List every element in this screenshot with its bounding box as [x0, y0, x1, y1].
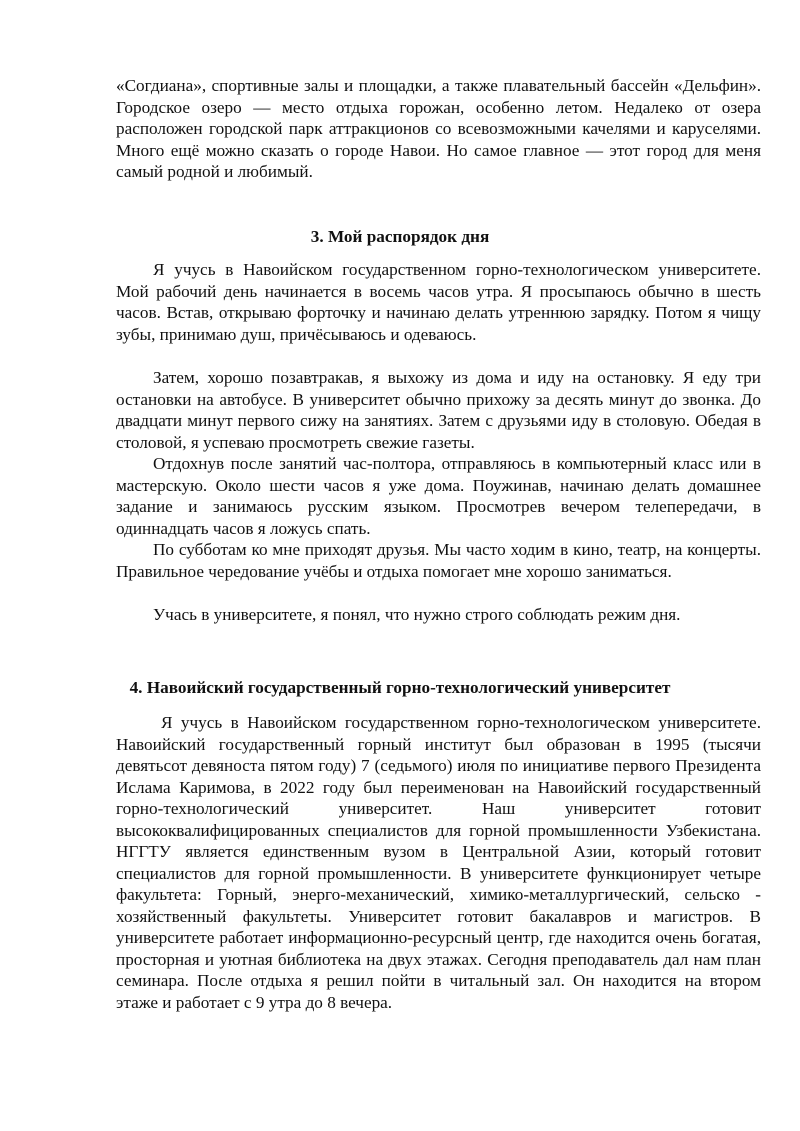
intro-paragraph: «Согдиана», спортивные залы и площадки, а также плавательный бассейн «Дельфин». Городское озеро — место отдыха горожан, особенно летом. Недалеко от озера расположен городской парк аттракционов со всевозможными качелями и каруселями. Много ещё можно сказать о городе Навои. Но самое главное — этот город для меня самый родной и любимый. [116, 76, 761, 181]
section-4-paragraph: Я учусь в Навоийском государственном горно-технологическом университете. Навоийский государственный горный институт был образован в 1995 (тысячи девятьсот девяноста пятом году) 7 (седьмого) июля по инициативе первого Президента Ислама Каримова, в 2022 году был переименован на Навоийский государственный горно-технологический университет. Наш университет готовит высококвалифицированных специалистов для горной промышленности Узбекистана. НГГТУ является единственным вузом в Центральной Азии, который готовит специалистов для горной промышленности. В университете функционирует четыре факультета: Горный, энерго-механический, химико-металлургический, сельско - хозяйственный факультеты. Университет готовит бакалавров и магистров. В университете работает информационно-ресурсный центр, где находится очень богатая, просторная и уютная библиотека на двух этажах. Сегодня преподаватель дал нам план семинара. После отдыха я решил пойти в читальный зал. Он находится на втором этаже и работает с 9 утра до 8 вечера. [116, 713, 761, 1012]
section-3-paragraph-4: По субботам ко мне приходят друзья. Мы часто ходим в кино, театр, на концерты. Правильное чередование учёбы и отдыха помогает мне хорошо заниматься. [116, 540, 761, 581]
section-3-paragraph-2: Затем, хорошо позавтракав, я выхожу из дома и иду на остановку. Я еду три остановки на автобусе. В университет обычно прихожу за десять минут до звонка. До двадцати минут первого сижу на занятиях. Затем с друзьями иду в столовую. Обедая в столовой, я успеваю просмотреть свежие газеты. [116, 368, 761, 452]
section-3-heading: 3. Мой распорядок дня [310, 227, 490, 246]
section-3-paragraph-3: Отдохнув после занятий час-полтора, отправляюсь в компьютерный класс или в мастерскую. Около шести часов я уже дома. Поужинав, начинаю делать домашнее задание и занимаюсь русским языком. Просмотрев вечером телепередачи, в одиннадцать часов я ложусь спать. [116, 454, 761, 538]
section-4-heading: 4. Навоийский государственный горно-технологический университет [129, 678, 671, 697]
section-3-paragraph-1: Я учусь в Навоийском государственном горно-технологическом университете. Мой рабочий день начинается в восемь часов утра. Я просыпаюсь обычно в шесть часов. Встав, открываю форточку и начинаю делать утреннюю зарядку. Потом я чищу зубы, принимаю душ, причёсываюсь и одеваюсь. [116, 260, 761, 344]
section-3-paragraph-5: Учась в университете, я понял, что нужно строго соблюдать режим дня. [153, 605, 681, 624]
